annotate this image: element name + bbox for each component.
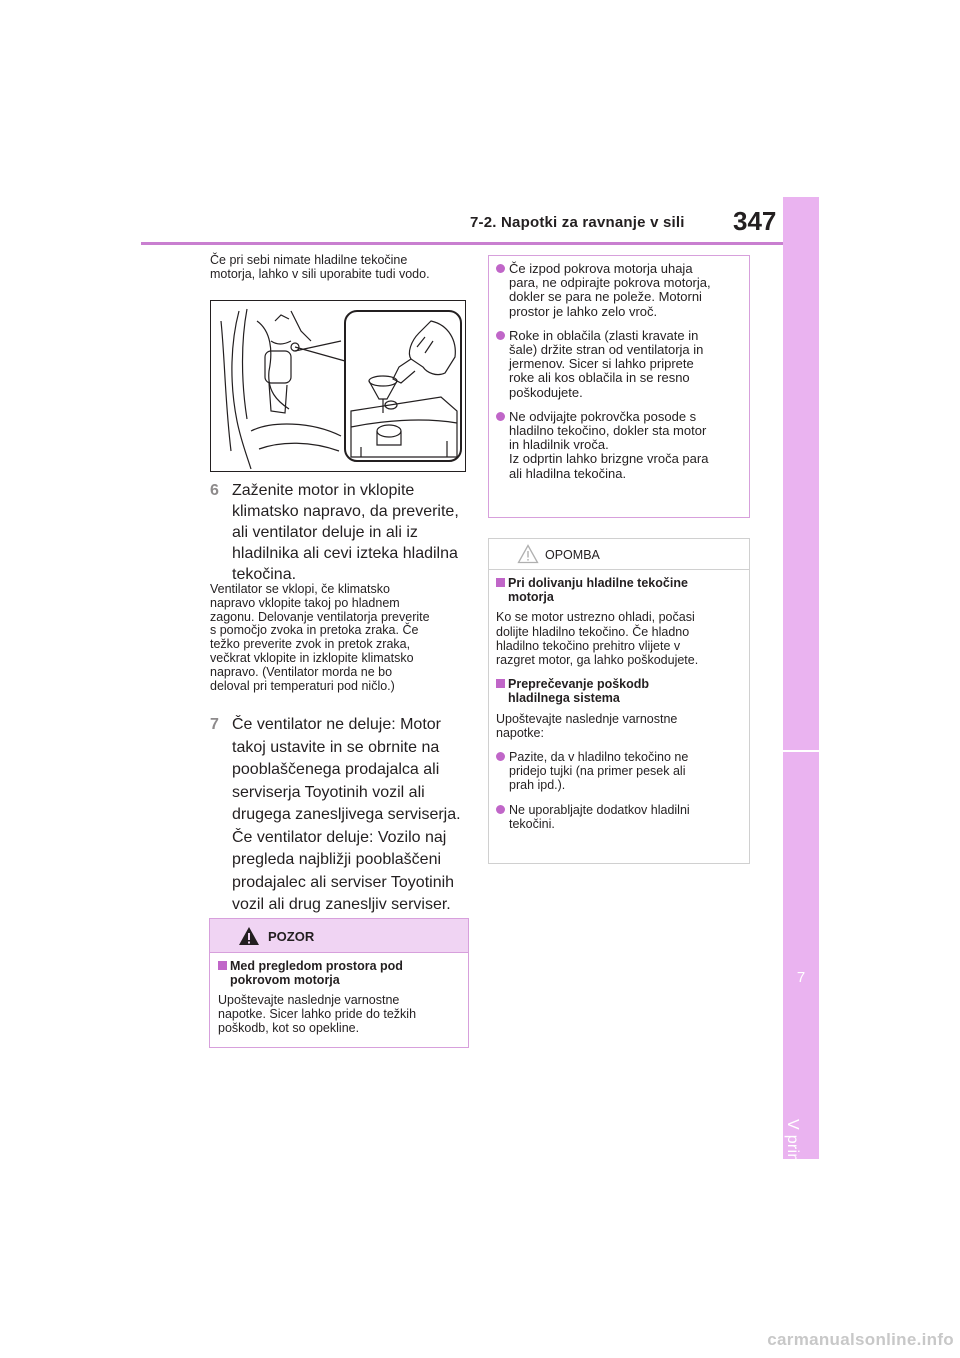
opomba-label: OPOMBA	[545, 548, 600, 562]
tab-divider	[783, 750, 819, 752]
warning-triangle-icon	[238, 926, 260, 946]
step-line: Če ventilator deluje: Vozilo naj	[232, 828, 447, 846]
step-6	[210, 480, 472, 585]
opomba-paragraph-1	[496, 610, 741, 667]
note-line: napravo. (Ventilator morda ne bo	[210, 664, 393, 679]
note-line: deloval pri temperaturi pod ničlo.)	[210, 678, 395, 693]
step-line: Zaženite motor in vklopite	[232, 482, 415, 499]
chapter-side-tab	[783, 197, 819, 1236]
pozor-text	[218, 993, 462, 1035]
step-line: klimatsko napravo, da preverite,	[232, 503, 459, 520]
heading-line: pokrovom motorja	[230, 973, 340, 987]
note-line: večkrat vklopite in izklopite klimatsko	[210, 650, 414, 665]
step-line: Če ventilator ne deluje: Motor	[232, 716, 441, 733]
opomba-notice-box	[488, 538, 750, 864]
notice-triangle-icon	[517, 544, 539, 564]
chapter-number: 7	[796, 969, 806, 986]
list-item	[496, 803, 741, 831]
para-line: Ko se motor ustrezno ohladi, počasi	[496, 610, 695, 625]
bullet-line: prah ipd.).	[509, 778, 566, 793]
bullet-line: hladilno tekočino, dokler sta motor	[509, 423, 707, 439]
bullet-line: tekočini.	[509, 816, 555, 831]
warning-continued-box	[488, 255, 750, 518]
pozor-label: POZOR	[268, 929, 315, 944]
pozor-line: napotke. Sicer lahko pride do težkih	[218, 1007, 417, 1021]
bullet-line: Če izpod pokrova motorja uhaja	[509, 261, 693, 276]
round-bullet-icon	[496, 331, 505, 340]
intro-line: motorja, lahko v sili uporabite tudi vodo.	[210, 267, 430, 281]
pozor-heading	[218, 959, 462, 987]
heading-line: hladilnega sistema	[508, 691, 620, 706]
bullet-line: Iz odprtin lahko brizgne vroča para	[509, 451, 709, 467]
heading-line: Med pregledom prostora pod	[230, 959, 403, 973]
para-line: Upoštevajte naslednje varnostne	[496, 711, 678, 726]
list-item	[496, 410, 741, 481]
step-line: drugega zanesljivega serviserja.	[232, 806, 461, 823]
pozor-line: Upoštevajte naslednje varnostne	[218, 993, 400, 1007]
step-line: ali ventilator deluje in ali iz	[232, 524, 418, 541]
bullet-line: roke ali kos oblačila in se resno	[509, 370, 690, 386]
square-bullet-icon	[496, 679, 505, 688]
opomba-heading-1	[496, 576, 741, 604]
pozor-warning-box	[209, 918, 469, 1048]
coolant-refill-illustration	[210, 300, 466, 472]
header-rule	[141, 242, 789, 245]
step-number: 7	[210, 716, 219, 733]
section-title: 7-2. Napotki za ravnanje v sili	[470, 214, 685, 231]
note-line: težko preverite zvok in pretok zraka,	[210, 637, 411, 652]
heading-line: Pri dolivanju hladilne tekočine	[508, 576, 688, 590]
opomba-paragraph-2	[496, 712, 741, 740]
bullet-line: dokler se para ne poleže. Motorni	[509, 289, 702, 305]
pozor-line: poškodb, kot so opekline.	[218, 1021, 360, 1035]
step-number: 6	[210, 482, 219, 499]
bullet-line: ali hladilna tekočina.	[509, 465, 627, 481]
step-line: pregleda najbližji pooblaščeni	[232, 851, 442, 868]
note-line: napravo vklopite takoj po hladnem	[210, 595, 400, 610]
chapter-title: V primeru težav	[784, 1119, 801, 1236]
list-item	[496, 329, 741, 400]
step-text	[210, 480, 472, 585]
heading-line: motorja	[508, 590, 554, 605]
step-line: tekočina.	[232, 566, 297, 583]
intro-line: Če pri sebi nimate hladilne tekočine	[210, 253, 408, 267]
para-line: hladilno tekočino prehitro vlijete v	[496, 638, 681, 653]
pozor-body	[210, 953, 468, 1035]
page-number: 347	[733, 206, 777, 236]
bullet-line: Pazite, da v hladilno tekočino ne	[509, 750, 689, 765]
bullet-line: pridejo tujki (na primer pesek ali	[509, 764, 686, 779]
opomba-heading-2	[496, 677, 741, 705]
para-line: dolijte hladilno tekočino. Če hladno	[496, 624, 690, 639]
bullet-line: Roke in oblačila (zlasti kravate in	[509, 327, 699, 343]
round-bullet-icon	[496, 264, 505, 273]
para-line: razgret motor, ga lahko poškodujete.	[496, 653, 699, 668]
step-line: hladilnika ali cevi izteka hladilna	[232, 545, 458, 562]
heading-line: Preprečevanje poškodb	[508, 677, 650, 692]
round-bullet-icon	[496, 412, 505, 421]
pozor-header	[210, 919, 468, 953]
watermark-text: carmanualsonline.info	[767, 1330, 954, 1349]
step-line: vozil ali drug zanesljiv serviser.	[232, 896, 451, 913]
footer-watermark	[0, 1320, 960, 1358]
bullet-line: jermenov. Sicer si lahko priprete	[509, 356, 694, 372]
bullet-line: para, ne odpirajte pokrova motorja,	[509, 275, 711, 291]
list-item	[496, 750, 741, 793]
step-line: prodajalec ali serviser Toyotinih	[232, 873, 455, 891]
note-line: zagonu. Delovanje ventilatorja preverite	[210, 609, 430, 624]
bullet-line: Ne odvijajte pokrovčka posode s	[509, 408, 697, 424]
round-bullet-icon	[496, 805, 505, 814]
list-item	[496, 262, 741, 319]
step-line: pooblaščenega prodajalca ali	[232, 761, 440, 778]
step-line: takoj ustavite in se obrnite na	[232, 738, 440, 756]
intro-text	[210, 253, 472, 281]
bullet-line: šale) držite stran od ventilatorja in	[509, 342, 704, 358]
square-bullet-icon	[496, 578, 505, 587]
bullet-line: poškodujete.	[509, 384, 583, 400]
step-7	[210, 714, 472, 917]
bullet-line: Ne uporabljajte dodatkov hladilni	[509, 802, 690, 817]
opomba-body	[489, 570, 749, 831]
opomba-header	[489, 539, 749, 570]
engine-coolant-drawing	[211, 301, 465, 471]
bullet-line: in hladilnik vroča.	[509, 437, 609, 453]
note-line: s pomočjo zvoka in pretoka zraka. Če	[210, 623, 419, 638]
step-line: serviserja Toyotinih vozil ali	[232, 783, 425, 801]
fan-note	[210, 583, 472, 693]
note-line: Ventilator se vklopi, če klimatsko	[210, 582, 390, 596]
para-line: napotke:	[496, 725, 544, 740]
bullet-line: prostor je lahko zelo vroč.	[509, 303, 658, 319]
square-bullet-icon	[218, 961, 227, 970]
step-text	[210, 714, 472, 917]
round-bullet-icon	[496, 752, 505, 761]
